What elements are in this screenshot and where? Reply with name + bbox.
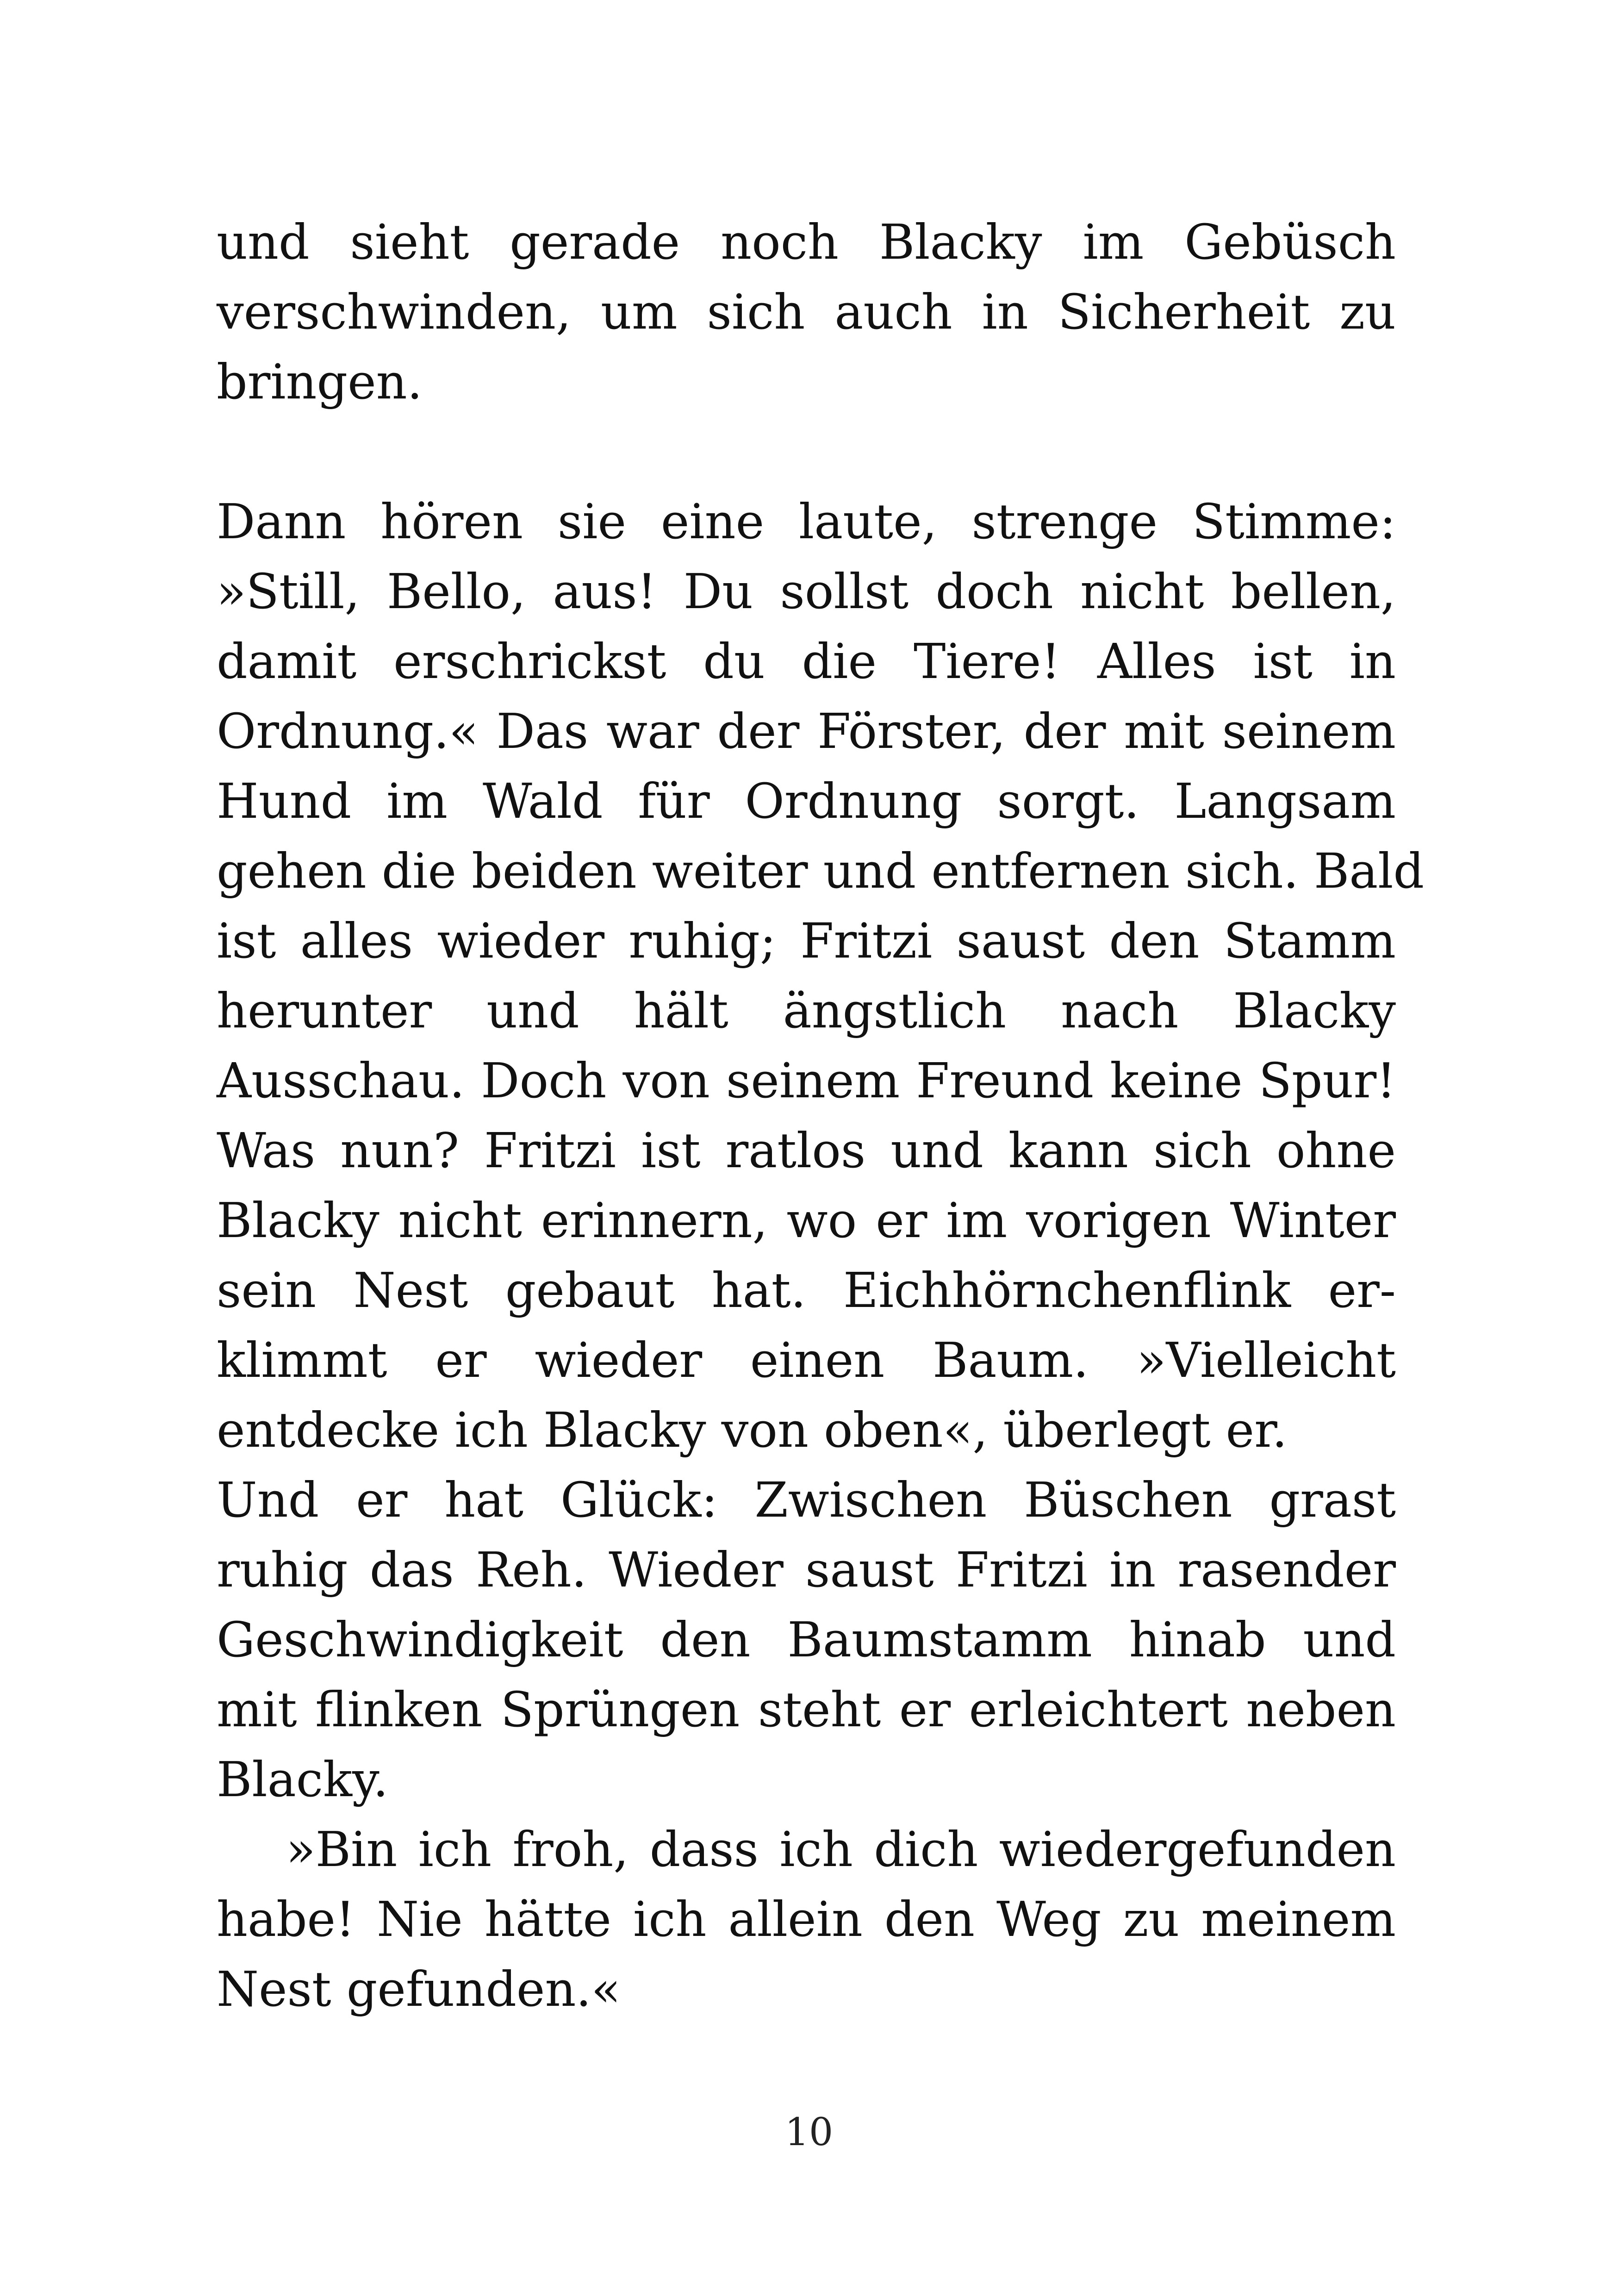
text-line: Blacky nicht erinnern, wo er im vorigen Winter xyxy=(217,1192,1396,1249)
text-line: Ausschau. Doch von seinem Freund keine Spur! xyxy=(217,1052,1396,1109)
text-line: Und er hat Glück: Zwischen Büschen grast xyxy=(217,1472,1396,1528)
text-line: »Bin ich froh, dass ich dich wiedergefunden xyxy=(286,1821,1396,1878)
text-line: verschwinden, um sich auch in Sicherheit zu xyxy=(217,284,1396,340)
text-line: klimmt er wieder einen Baum. »Vielleicht xyxy=(217,1332,1396,1388)
body-text xyxy=(217,207,1425,2024)
text-line: mit flinken Sprüngen steht er erleichtert neben xyxy=(217,1681,1396,1738)
text-line: Was nun? Fritzi ist ratlos und kann sich ohne xyxy=(217,1122,1396,1179)
text-line: Ordnung.« Das war der Förster, der mit seinem xyxy=(217,703,1396,759)
text-line: »Still, Bello, aus! Du sollst doch nicht bellen, xyxy=(217,563,1396,620)
text-line: Dann hören sie eine laute, strenge Stimme: xyxy=(217,493,1396,550)
page-number: 10 xyxy=(784,2110,834,2154)
text-line: Hund im Wald für Ordnung sorgt. Langsam xyxy=(217,773,1396,829)
text-line: Geschwindigkeit den Baumstamm hinab und xyxy=(217,1612,1396,1668)
text-line: gehen die beiden weiter und entfernen sich. Bald xyxy=(217,843,1425,899)
text-line: und sieht gerade noch Blacky im Gebüsch xyxy=(217,214,1396,270)
text-line: ist alles wieder ruhig; Fritzi saust den Stamm xyxy=(217,913,1396,969)
paragraph-gap xyxy=(217,417,1396,487)
text-line: habe! Nie hätte ich allein den Weg zu meinem xyxy=(217,1891,1396,1948)
text-line: sein Nest gebaut hat. Eichhörnchenflink er- xyxy=(217,1262,1396,1319)
text-line: bringen. xyxy=(217,354,423,410)
text-line: entdecke ich Blacky von oben«, überlegt er. xyxy=(217,1402,1288,1458)
text-line: Nest gefunden.« xyxy=(217,1961,621,2017)
text-line: herunter und hält ängstlich nach Blacky xyxy=(217,983,1396,1039)
text-line: Blacky. xyxy=(217,1751,388,1808)
text-line: damit erschrickst du die Tiere! Alles ist in xyxy=(217,633,1396,690)
text-line: ruhig das Reh. Wieder saust Fritzi in rasender xyxy=(217,1542,1396,1598)
